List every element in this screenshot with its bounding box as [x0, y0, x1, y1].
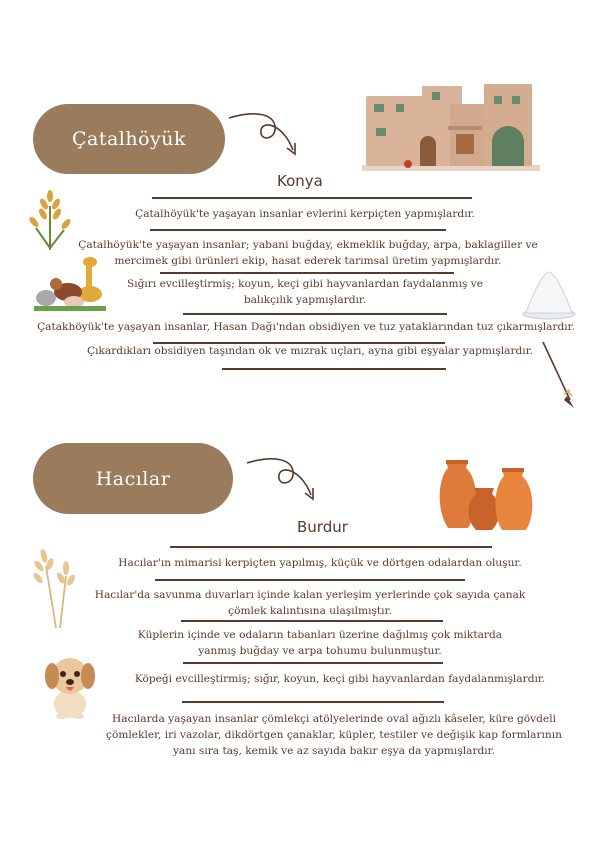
section-title-catalhoyuk: Çatalhöyük [33, 104, 225, 174]
city-label-konya: Konya [277, 172, 323, 190]
paragraph: Çıkardıkları obsidiyen taşından ok ve mızrak uçları, ayna gibi eşyalar yapmışlardır. [87, 345, 533, 357]
pottery-jars-icon [438, 458, 538, 532]
wheat-icon [26, 188, 74, 252]
paragraph: Çatalhöyük'te yaşayan insanlar; yabani buğday, ekmeklik buğday, arpa, baklagiller ve mercimek gibi ürünleri ekip, hasat ederek tarımsal üretim yapmışlardır. [78, 239, 538, 267]
wheat-icon [26, 546, 76, 630]
mudbrick-house-icon [362, 82, 542, 172]
paragraph: Hacılarda yaşayan insanlar çömlekçi atölyelerinde oval ağızlı kâseler, küre gövdeli çömlekler, iri vazolar, dikdörtgen çanaklar, küpler, testiler ve değişik kap formlarının yanı sıra taş, kemik ve az sayıda bakır eşya da yapmışlardır. [106, 713, 562, 757]
paragraph: Köpeği evcilleştirmiş; sığır, koyun, keçi gibi hayvanlardan faydalanmışlardır. [134, 673, 546, 685]
animals-icon [34, 256, 106, 312]
divider [222, 368, 446, 370]
spear-icon [540, 340, 576, 410]
section-title-hacilar: Hacılar [33, 443, 233, 514]
paragraph: Hacılar'ın mimarisi kerpiçten yapılmış, küçük ve dörtgen odalardan oluşur. [118, 557, 522, 569]
paragraph: Küplerin içinde ve odaların tabanları üzerine dağılmış çok miktarda yanmış buğday ve arpa tohumu bulunmuştur. [137, 629, 503, 657]
paragraph: Çatalhöyük'te yaşayan insanlar evlerini kerpiçten yapmışlardır. [135, 208, 475, 220]
salt-pile-icon [520, 268, 578, 320]
divider [155, 579, 465, 581]
curly-arrow-icon [225, 110, 305, 162]
curly-arrow-icon [243, 455, 323, 507]
city-label-burdur: Burdur [297, 518, 348, 536]
divider [160, 272, 454, 274]
divider [183, 662, 443, 664]
divider [181, 620, 443, 622]
divider [183, 313, 447, 315]
paragraph: Hacılar'da savunma duvarları içinde kalan yerleşim yerlerinde çok sayıda çanak çömlek kalıntısına ulaşılmıştır. [94, 589, 526, 617]
paragraph: Çatakhöyük'te yaşayan insanlar, Hasan Dağı'ndan obsidiyen ve tuz yataklarından tuz çıkarmışlardır. [37, 321, 575, 333]
divider [182, 701, 444, 703]
paragraph: Sığırı evcilleştirmiş; koyun, keçi gibi hayvanlardan faydalanmış ve balıkçılık yapmışlardır. [126, 278, 484, 306]
dog-icon [40, 650, 100, 720]
divider [152, 197, 472, 199]
divider [150, 229, 446, 231]
divider [170, 546, 492, 548]
